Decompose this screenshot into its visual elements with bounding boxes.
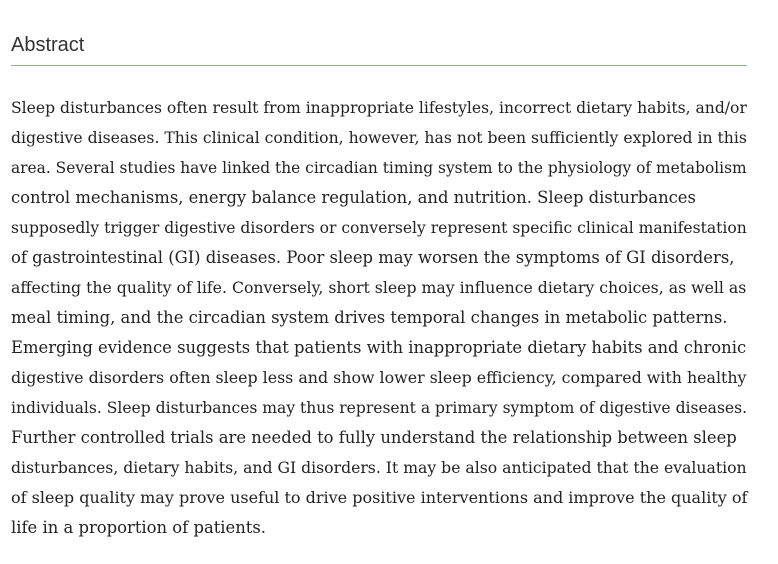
abstract-line: of gastrointestinal (GI) diseases. Poor sleep may worsen the symptoms of GI disorders, — [11, 248, 735, 267]
abstract-line: digestive disorders often sleep less and show lower sleep efficiency, compared with healthy — [11, 368, 747, 387]
abstract-line: Sleep disturbances often result from inappropriate lifestyles, incorrect dietary habits, and/or — [11, 99, 747, 117]
abstract-line: control mechanisms, energy balance regulation, and nutrition. Sleep disturbances — [11, 188, 696, 207]
abstract-line: affecting the quality of life. Conversely, short sleep may influence dietary choices, as well as — [11, 278, 747, 297]
abstract-line: meal timing, and the circadian system drives temporal changes in metabolic patterns. — [11, 308, 728, 327]
abstract-line: Emerging evidence suggests that patients with inappropriate dietary habits and chronic — [11, 338, 747, 357]
abstract-line: Further controlled trials are needed to fully understand the relationship between sleep — [11, 428, 737, 447]
abstract-body — [11, 93, 747, 543]
abstract-line: digestive diseases. This clinical condition, however, has not been sufficiently explored in this — [11, 128, 747, 147]
abstract-line: individuals. Sleep disturbances may thus represent a primary symptom of digestive diseases. — [11, 399, 748, 417]
abstract-line: supposedly trigger digestive disorders or conversely represent specific clinical manifestation — [11, 219, 747, 237]
abstract-line: life in a proportion of patients. — [11, 518, 267, 537]
abstract-section — [11, 30, 748, 537]
abstract-heading: Abstract — [11, 30, 747, 66]
abstract-line: of sleep quality may prove useful to drive positive interventions and improve the quality of — [11, 488, 748, 507]
abstract-line: area. Several studies have linked the circadian timing system to the physiology of metabolism — [11, 159, 747, 177]
abstract-line: disturbances, dietary habits, and GI disorders. It may be also anticipated that the evaluation — [11, 458, 747, 477]
